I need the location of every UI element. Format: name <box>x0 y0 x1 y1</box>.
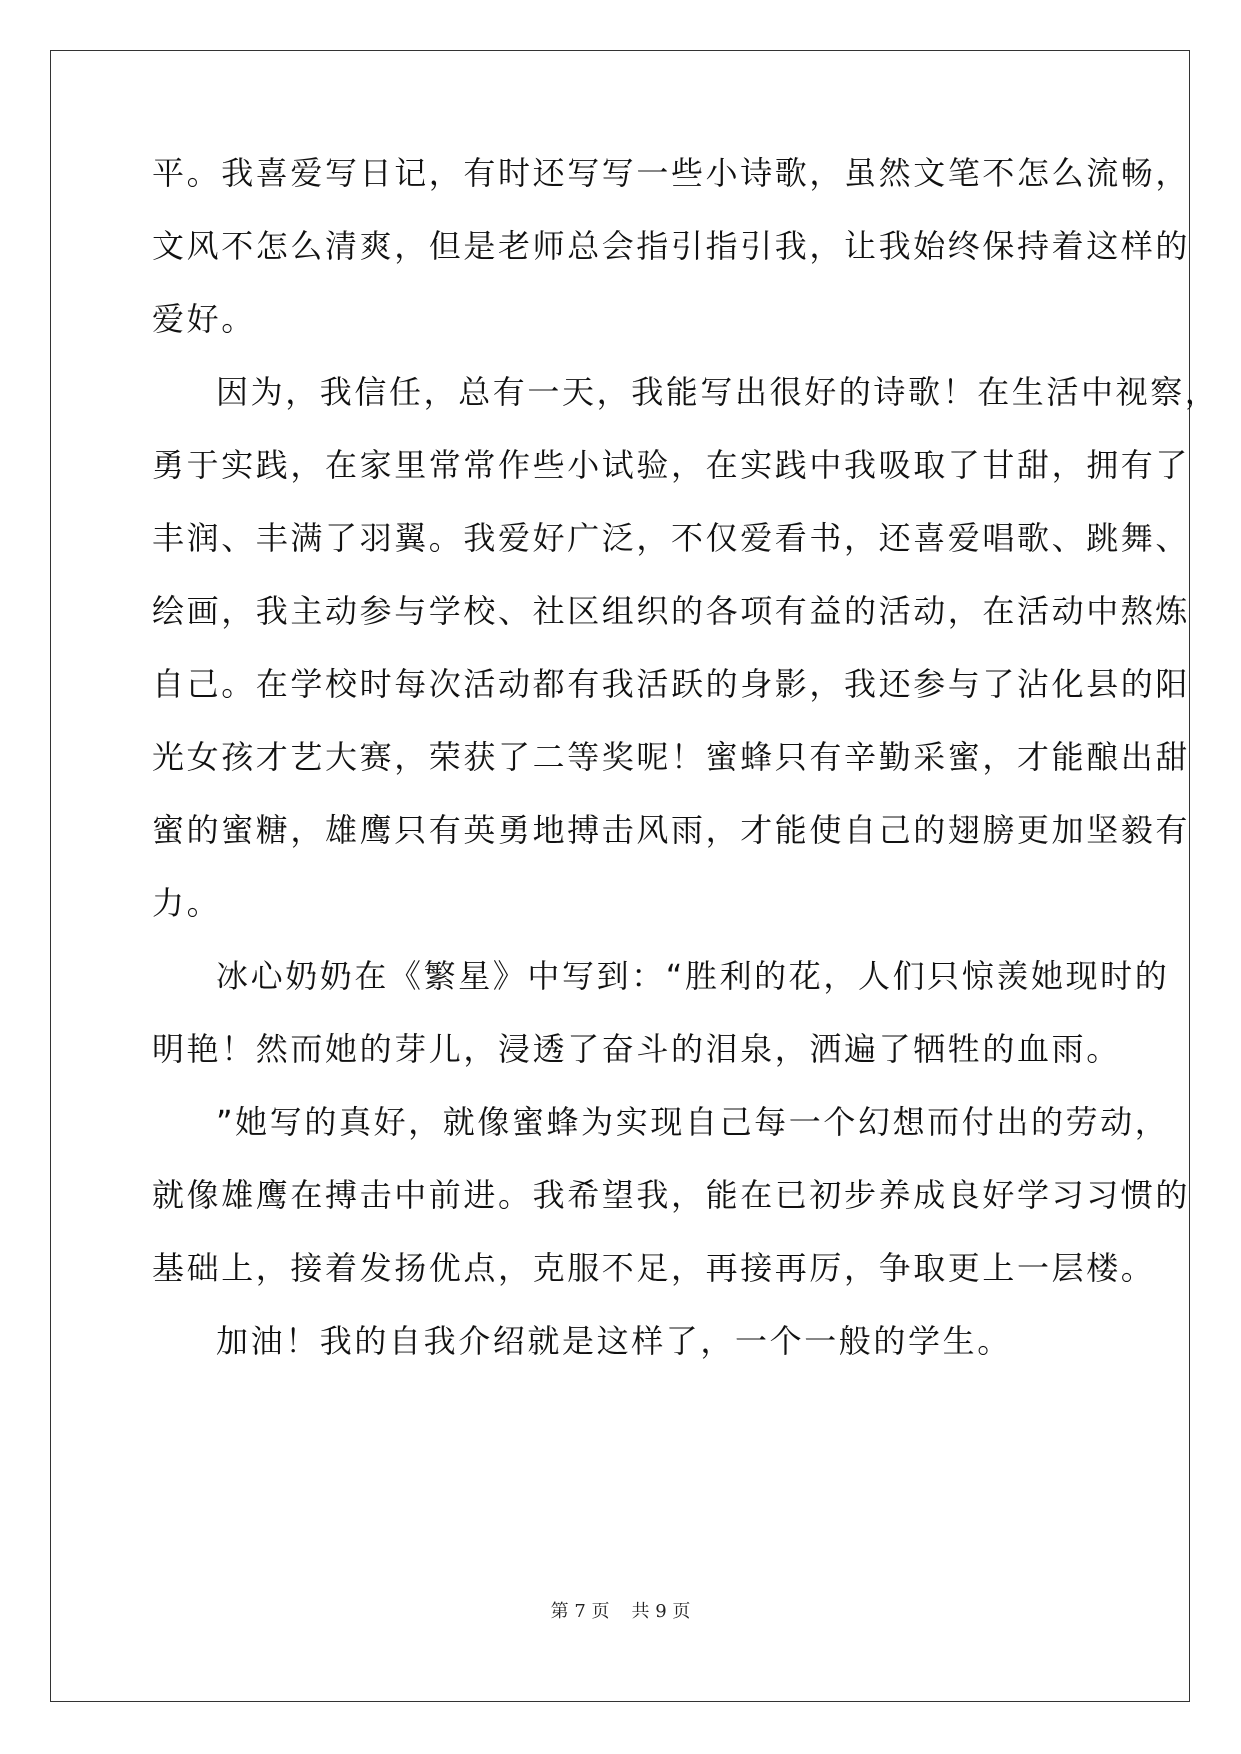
text-line: 基础上，接着发扬优点，克服不足，再接再厉，争取更上一层楼。 <box>152 1249 1156 1287</box>
text-line: 自己。在学校时每次活动都有我活跃的身影，我还参与了沾化县的阳 <box>152 665 1191 703</box>
page-footer <box>0 1601 1241 1623</box>
page-border <box>50 50 1220 1702</box>
text-line: 就像雄鹰在搏击中前进。我希望我，能在已初步养成良好学习习惯的 <box>152 1176 1191 1214</box>
text-line: 光女孩才艺大赛，荣获了二等奖呢！蜜蜂只有辛勤采蜜，才能酿出甜 <box>152 738 1191 776</box>
paragraph-start-line: ”她写的真好，就像蜜蜂为实现自己每一个幻想而付出的劳动， <box>216 1103 1170 1141</box>
text-line: 蜜的蜜糖，雄鹰只有英勇地搏击风雨，才能使自己的翅膀更加坚毅有 <box>152 811 1191 849</box>
paragraph-start-line: 加油！我的自我介绍就是这样了，一个一般的学生。 <box>216 1322 1012 1360</box>
paragraph-start-line: 冰心奶奶在《繁星》中写到：“胜利的花，人们只惊羡她现时的 <box>216 957 1170 995</box>
text-line: 爱好。 <box>152 300 256 338</box>
text-line: 力。 <box>152 884 222 922</box>
page-number: 第 7 页 <box>550 1601 610 1622</box>
total-pages: 共 9 页 <box>631 1601 691 1622</box>
text-line: 绘画，我主动参与学校、社区组织的各项有益的活动，在活动中熬炼 <box>152 592 1191 630</box>
text-line: 明艳！然而她的芽儿，浸透了奋斗的泪泉，洒遍了牺牲的血雨。 <box>152 1030 1121 1068</box>
text-line: 文风不怎么清爽，但是老师总会指引指引我，让我始终保持着这样的 <box>152 227 1191 265</box>
text-line: 平。我喜爱写日记，有时还写写一些小诗歌，虽然文笔不怎么流畅， <box>152 154 1191 192</box>
text-line: 勇于实践，在家里常常作些小试验，在实践中我吸取了甘甜，拥有了 <box>152 446 1191 484</box>
text-line: 丰润、丰满了羽翼。我爱好广泛，不仅爱看书，还喜爱唱歌、跳舞、 <box>152 519 1191 557</box>
paragraph-start-line: 因为，我信任，总有一天，我能写出很好的诗歌！在生活中视察， <box>216 373 1220 411</box>
